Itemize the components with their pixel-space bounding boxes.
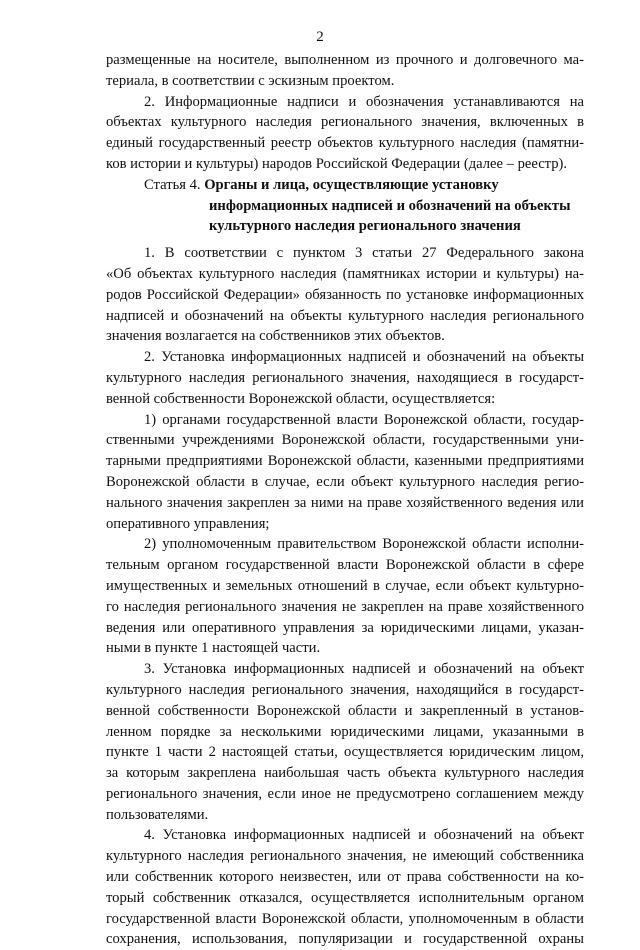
text-line: 1) органами государственной власти Воронежской области, государ- [144,411,584,428]
article-heading [106,175,584,237]
document-body [106,50,584,950]
text-line: объектах культурного наследия регионального значения, включенных в [106,114,584,131]
text-line: сохранения, использования, популяризации и государственной охраны [106,931,584,948]
text-line: родов Российской Федерации» обязанность по установке информационных [106,286,584,303]
paragraph-continued [106,50,584,92]
text-line: 3. Установка информационных надписей и обозначений на объект [144,661,584,678]
text-line: териала, в соответствии с эскизным проектом. [106,72,395,89]
text-line: государственной власти Воронежской области, уполномоченным в области [106,910,584,927]
text-line: 4. Установка информационных надписей и обозначений на объект [144,827,584,844]
text-line: тельным органом государственной власти Воронежской области в сфере [106,557,584,574]
page-number: 2 [316,29,324,45]
text-line: культурного наследия регионального значения, находящиеся в государст- [106,369,584,386]
text-line: размещенные на носителе, выполненном из прочного и долговечного ма- [106,52,584,68]
text-line: за которым закреплена наибольшая часть объекта культурного наследия [106,765,584,782]
text-line: ленном порядке за несколькими юридическими лицами, указанными в [106,723,584,740]
text-line: ственными учреждениями Воронежской области, государственными уни- [106,432,584,449]
article-label: Статья 4. [144,176,201,193]
text-line: регионального значения, если иное не предусмотрено соглашением между [106,785,584,802]
text-line: надписей и обозначений на объекты культурного наследия регионального [106,307,584,324]
text-line: ков истории и культуры) народов Российской Федерации (далее – реестр). [106,155,568,172]
text-line: 1. В соответствии с пунктом 3 статьи 27 Федерального закона [144,245,584,262]
text-line: торый собственник отказался, осуществляется исполнительным органом [106,889,584,906]
paragraph-4 [106,347,584,409]
text-line: венной собственности Воронежской области и закрепленный в установ- [106,702,584,719]
text-line: «Об объектах культурного наследия (памятниках истории и культуры) на- [106,265,584,282]
text-line: значения возлагается на собственников этих объектов. [106,328,445,345]
paragraph-3 [106,243,584,347]
text-line: единый государственный реестр объектов культурного наследия (памятни- [106,135,584,152]
text-line: ными в пункте 1 настоящей части. [106,640,321,657]
article-title-line: информационных надписей и обозначений на объекты [209,197,571,214]
text-line: тарными предприятиями Воронежской области, казенными предприятиями [106,453,584,470]
text-line: Воронежской области в случае, если объект культурного наследия регио- [106,473,584,490]
text-line: пункте 1 части 2 настоящей статьи, осуществляется юридическим лицом, [106,744,584,761]
text-line: или собственник которого неизвестен, или от права собственности на ко- [106,869,584,886]
heading-line [106,175,584,196]
article-title-line: культурного наследия регионального значения [209,218,521,235]
text-line: оперативного управления; [106,515,270,532]
paragraph-7 [106,659,584,825]
paragraph-5 [106,410,584,535]
text-line: го наследия регионального значения не закреплен на праве хозяйственного [106,598,584,615]
text-line: имущественных и земельных отношений в случае, если объект культурно- [106,577,584,594]
article-title-line: Органы и лица, осуществляющие установку [204,176,499,193]
text-line: нального значения закреплен за ними на праве хозяйственного ведения или [106,494,584,511]
text-line: 2. Установка информационных надписей и обозначений на объекты [144,349,584,366]
text-line: культурного наследия регионального значения, не имеющий собственника [106,848,584,865]
text-line: ведения или оперативного управления за юридическими лицами, указан- [106,619,584,636]
heading-line [106,196,584,217]
text-line: 2) уполномоченным правительством Воронежской области исполни- [144,536,584,553]
text-line: венной собственности Воронежской области, осуществляется: [106,390,496,407]
paragraph-6 [106,534,584,659]
paragraph-8 [106,825,584,950]
text-line: 2. Информационные надписи и обозначения устанавливаются на [144,93,584,110]
text-line: культурного наследия регионального значения, находящийся в государст- [106,681,584,698]
paragraph-2 [106,92,584,175]
text-line: пользователями. [106,806,209,823]
heading-line [106,216,584,237]
